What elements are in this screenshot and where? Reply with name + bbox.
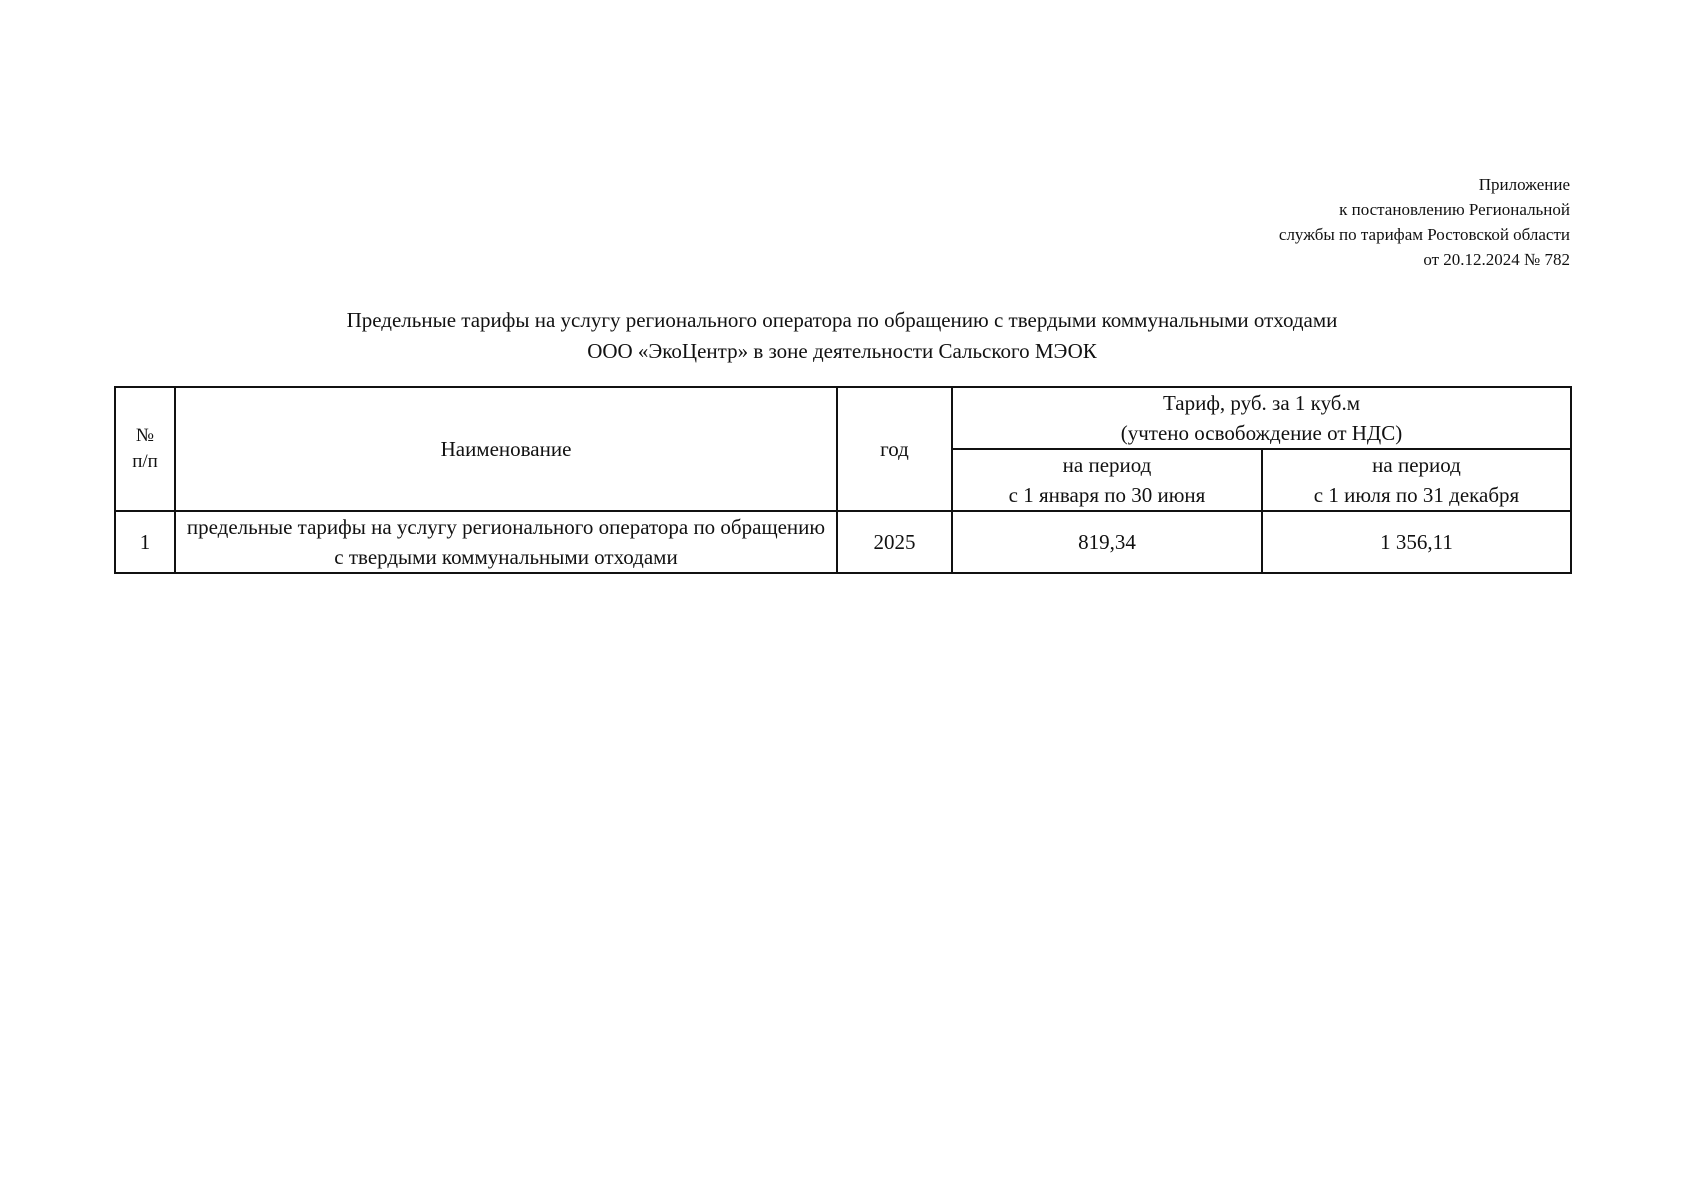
header-number-line: № — [135, 425, 155, 446]
header-number-line: п/п — [132, 451, 158, 472]
header-period-line: с 1 января по 30 июня — [1008, 483, 1206, 507]
appendix-line: к постановлению Региональной — [1339, 200, 1570, 219]
table-row — [115, 511, 1571, 573]
cell-number: 1 — [115, 511, 175, 573]
header-name — [175, 387, 837, 511]
appendix-line: Приложение — [1478, 175, 1570, 194]
appendix-line: от 20.12.2024 № 782 — [1423, 250, 1570, 269]
header-year-text: год — [880, 437, 909, 461]
header-period-line: на период — [1372, 453, 1461, 477]
tariff-table — [114, 386, 1572, 574]
table-header-row — [115, 387, 1571, 449]
document-title-line: ООО «ЭкоЦентр» в зоне деятельности Сальского МЭОК — [587, 339, 1097, 363]
appendix-line: службы по тарифам Ростовской области — [1278, 225, 1570, 244]
header-name-text: Наименование — [440, 437, 572, 461]
header-period-line: с 1 июля по 31 декабря — [1313, 483, 1520, 507]
header-period-line: на период — [1062, 453, 1152, 477]
cell-tariff-second-half: 1 356,11 — [1262, 511, 1571, 573]
document-title — [114, 305, 1570, 367]
header-tariff-line: (учтено освобождение от НДС) — [1120, 421, 1403, 445]
header-period-first-half — [952, 449, 1262, 511]
appendix-block — [1279, 172, 1570, 272]
header-period-second-half — [1262, 449, 1571, 511]
header-number — [115, 387, 175, 511]
cell-tariff-first-half: 819,34 — [952, 511, 1262, 573]
cell-name: предельные тарифы на услугу регионального оператора по обращению с твердыми коммунальными отходами — [175, 511, 837, 573]
document-title-line: Предельные тарифы на услугу регионального оператора по обращению с твердыми коммунальными отходами — [346, 308, 1338, 332]
cell-year: 2025 — [837, 511, 952, 573]
header-year — [837, 387, 952, 511]
header-tariff — [952, 387, 1571, 449]
header-tariff-line: Тариф, руб. за 1 куб.м — [1162, 391, 1361, 415]
